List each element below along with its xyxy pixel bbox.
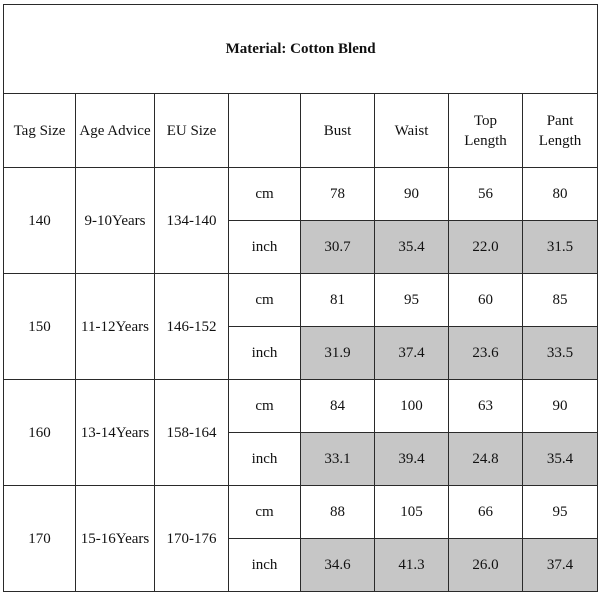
age-advice-cell: 9-10Years: [76, 168, 155, 274]
tag-size-cell: 140: [4, 168, 76, 274]
waist-cell: 95: [375, 274, 449, 327]
header-top-length: [449, 94, 523, 168]
table-row: [4, 168, 598, 221]
pant-length-cell: 37.4: [523, 539, 598, 592]
pant-length-cell: 85: [523, 274, 598, 327]
pant-length-cell: 90: [523, 380, 598, 433]
tag-size-cell: 170: [4, 486, 76, 592]
eu-size-cell: 134-140: [155, 168, 229, 274]
unit-cell: cm: [229, 274, 301, 327]
age-advice-cell: 11-12Years: [76, 274, 155, 380]
header-top-length-line2: Length: [464, 132, 507, 149]
top-length-cell: 56: [449, 168, 523, 221]
header-age-advice: Age Advice: [76, 94, 155, 168]
waist-cell: 100: [375, 380, 449, 433]
bust-cell: 78: [301, 168, 375, 221]
tag-size-cell: 150: [4, 274, 76, 380]
unit-cell: inch: [229, 433, 301, 486]
bust-cell: 88: [301, 486, 375, 539]
header-pant-length: [523, 94, 598, 168]
header-unit: [229, 94, 301, 168]
bust-cell: 33.1: [301, 433, 375, 486]
material-title: Material: Cotton Blend: [4, 5, 598, 94]
table-row: [4, 274, 598, 327]
top-length-cell: 22.0: [449, 221, 523, 274]
bust-cell: 81: [301, 274, 375, 327]
waist-cell: 35.4: [375, 221, 449, 274]
eu-size-cell: 170-176: [155, 486, 229, 592]
bust-cell: 30.7: [301, 221, 375, 274]
waist-cell: 105: [375, 486, 449, 539]
waist-cell: 39.4: [375, 433, 449, 486]
pant-length-cell: 35.4: [523, 433, 598, 486]
unit-cell: cm: [229, 380, 301, 433]
age-advice-cell: 13-14Years: [76, 380, 155, 486]
header-top-length-line1: Top: [473, 112, 498, 129]
header-row: [4, 94, 598, 168]
eu-size-cell: 158-164: [155, 380, 229, 486]
unit-cell: inch: [229, 327, 301, 380]
unit-cell: cm: [229, 486, 301, 539]
pant-length-cell: 33.5: [523, 327, 598, 380]
unit-cell: inch: [229, 539, 301, 592]
size-table: [3, 4, 598, 592]
top-length-cell: 26.0: [449, 539, 523, 592]
age-advice-cell: 15-16Years: [76, 486, 155, 592]
table-row: [4, 486, 598, 539]
header-pant-length-line2: Length: [538, 132, 582, 149]
header-pant-length-line1: Pant: [546, 112, 574, 129]
top-length-cell: 23.6: [449, 327, 523, 380]
bust-cell: 84: [301, 380, 375, 433]
eu-size-cell: 146-152: [155, 274, 229, 380]
header-eu-size: EU Size: [155, 94, 229, 168]
top-length-cell: 63: [449, 380, 523, 433]
waist-cell: 37.4: [375, 327, 449, 380]
unit-cell: inch: [229, 221, 301, 274]
bust-cell: 31.9: [301, 327, 375, 380]
top-length-cell: 66: [449, 486, 523, 539]
header-tag-size: Tag Size: [4, 94, 76, 168]
waist-cell: 90: [375, 168, 449, 221]
bust-cell: 34.6: [301, 539, 375, 592]
waist-cell: 41.3: [375, 539, 449, 592]
top-length-cell: 60: [449, 274, 523, 327]
pant-length-cell: 95: [523, 486, 598, 539]
header-bust: Bust: [301, 94, 375, 168]
pant-length-cell: 80: [523, 168, 598, 221]
tag-size-cell: 160: [4, 380, 76, 486]
pant-length-cell: 31.5: [523, 221, 598, 274]
unit-cell: cm: [229, 168, 301, 221]
table-row: [4, 380, 598, 433]
top-length-cell: 24.8: [449, 433, 523, 486]
header-waist: Waist: [375, 94, 449, 168]
